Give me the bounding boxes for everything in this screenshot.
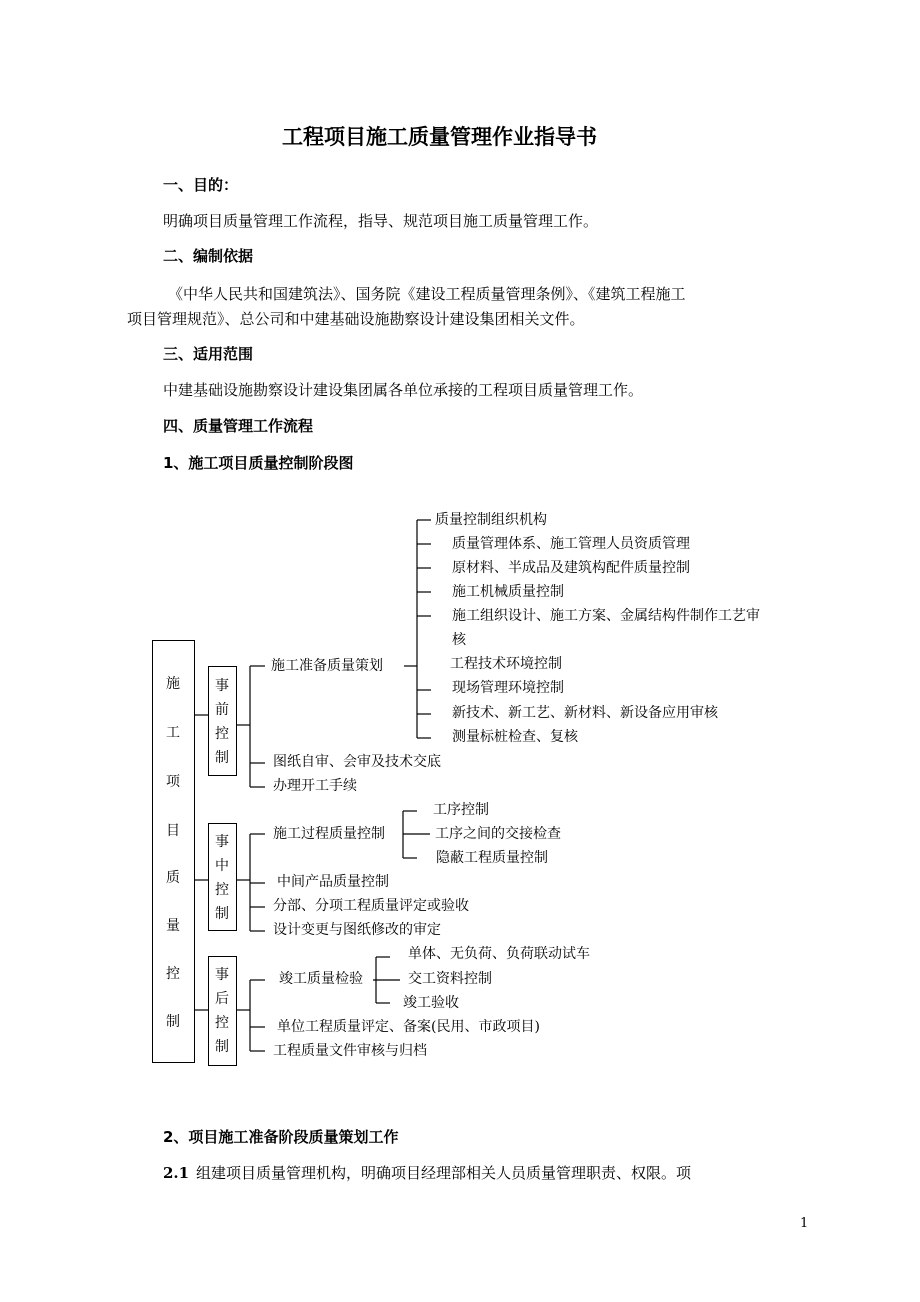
pre-control-char: 事 (215, 678, 229, 694)
post-other-item: 工程质量文件审核与归档 (273, 1043, 427, 1059)
root-char: 目 (166, 823, 180, 839)
pre-control-char: 前 (215, 702, 229, 718)
process-item: 隐蔽工程质量控制 (436, 850, 548, 866)
post-control-char: 后 (215, 991, 229, 1007)
paragraph-2-1: 组建项目质量管理机构，明确项目经理部相关人员质量管理职责、权限。项 (196, 1164, 692, 1182)
post-other-item: 单位工程质量评定、备案(民用、市政项目) (277, 1019, 540, 1035)
post-control-char: 制 (215, 1039, 229, 1055)
mid-control-char: 事 (215, 834, 229, 850)
pre-other-item: 图纸自审、会审及技术交底 (273, 754, 441, 770)
root-char: 控 (166, 966, 180, 982)
root-box (152, 640, 195, 1063)
planning-item: 现场管理环境控制 (452, 680, 564, 696)
mid-process-node: 施工过程质量控制 (273, 826, 385, 842)
planning-item: 施工组织设计、施工方案、金属结构件制作工艺审 (452, 608, 760, 624)
inspection-item: 竣工验收 (403, 995, 459, 1011)
inspection-item: 单体、无负荷、负荷联动试车 (408, 946, 590, 962)
inspection-item: 交工资料控制 (408, 971, 492, 987)
process-item: 工序之间的交接检查 (435, 826, 561, 842)
section-3-heading: 三、适用范围 (163, 345, 254, 363)
process-item: 工序控制 (433, 802, 489, 818)
mid-other-item: 分部、分项工程质量评定或验收 (273, 898, 469, 914)
planning-item: 施工机械质量控制 (452, 584, 564, 600)
paragraph-number: 2.1 (163, 1164, 190, 1182)
mid-control-char: 控 (215, 882, 229, 898)
planning-item: 核 (452, 632, 466, 648)
post-control-char: 事 (215, 967, 229, 983)
planning-item: 测量标桩检查、复核 (452, 729, 578, 745)
planning-item: 工程技术环境控制 (450, 656, 562, 672)
root-char: 工 (166, 725, 180, 741)
page-number: 1 (800, 1216, 809, 1231)
section-1-body: 明确项目质量管理工作流程，指导、规范项目施工质量管理工作。 (163, 212, 599, 230)
mid-control-char: 中 (215, 858, 229, 874)
mid-control-char: 制 (215, 906, 229, 922)
section-3-body: 中建基础设施勘察设计建设集团属各单位承接的工程项目质量管理工作。 (163, 381, 644, 399)
planning-item: 质量控制组织机构 (435, 512, 547, 528)
section-2-body-line2: 项目管理规范》、总公司和中建基础设施勘察设计建设集团相关文件。 (127, 310, 585, 328)
planning-item: 新技术、新工艺、新材料、新设备应用审核 (452, 705, 718, 721)
post-control-char: 控 (215, 1015, 229, 1031)
root-char: 项 (166, 774, 180, 790)
pre-control-char: 控 (215, 726, 229, 742)
planning-item: 质量管理体系、施工管理人员资质管理 (452, 536, 690, 552)
planning-item: 原材料、半成品及建筑构配件质量控制 (452, 560, 690, 576)
section-4-subheading-2: 2、项目施工准备阶段质量策划工作 (163, 1128, 399, 1146)
page-title: 工程项目施工质量管理作业指导书 (282, 125, 597, 149)
pre-planning-node: 施工准备质量策划 (271, 658, 383, 674)
root-char: 制 (166, 1014, 180, 1030)
section-4-heading: 四、质量管理工作流程 (163, 417, 314, 435)
pre-other-item: 办理开工手续 (273, 778, 357, 794)
root-char: 质 (166, 870, 180, 886)
pre-control-char: 制 (215, 750, 229, 766)
post-inspection-node: 竣工质量检验 (279, 971, 363, 987)
section-2-body-line1: 《中华人民共和国建筑法》、国务院《建设工程质量管理条例》、《建筑工程施工 (168, 285, 686, 303)
section-4-subheading-1: 1、施工项目质量控制阶段图 (163, 454, 354, 472)
mid-other-item: 设计变更与图纸修改的审定 (273, 922, 441, 938)
section-2-heading: 二、编制依据 (163, 247, 254, 265)
mid-other-item: 中间产品质量控制 (277, 874, 389, 890)
root-char: 量 (166, 918, 180, 934)
section-1-heading: 一、目的： (163, 176, 239, 194)
root-char: 施 (166, 676, 180, 692)
